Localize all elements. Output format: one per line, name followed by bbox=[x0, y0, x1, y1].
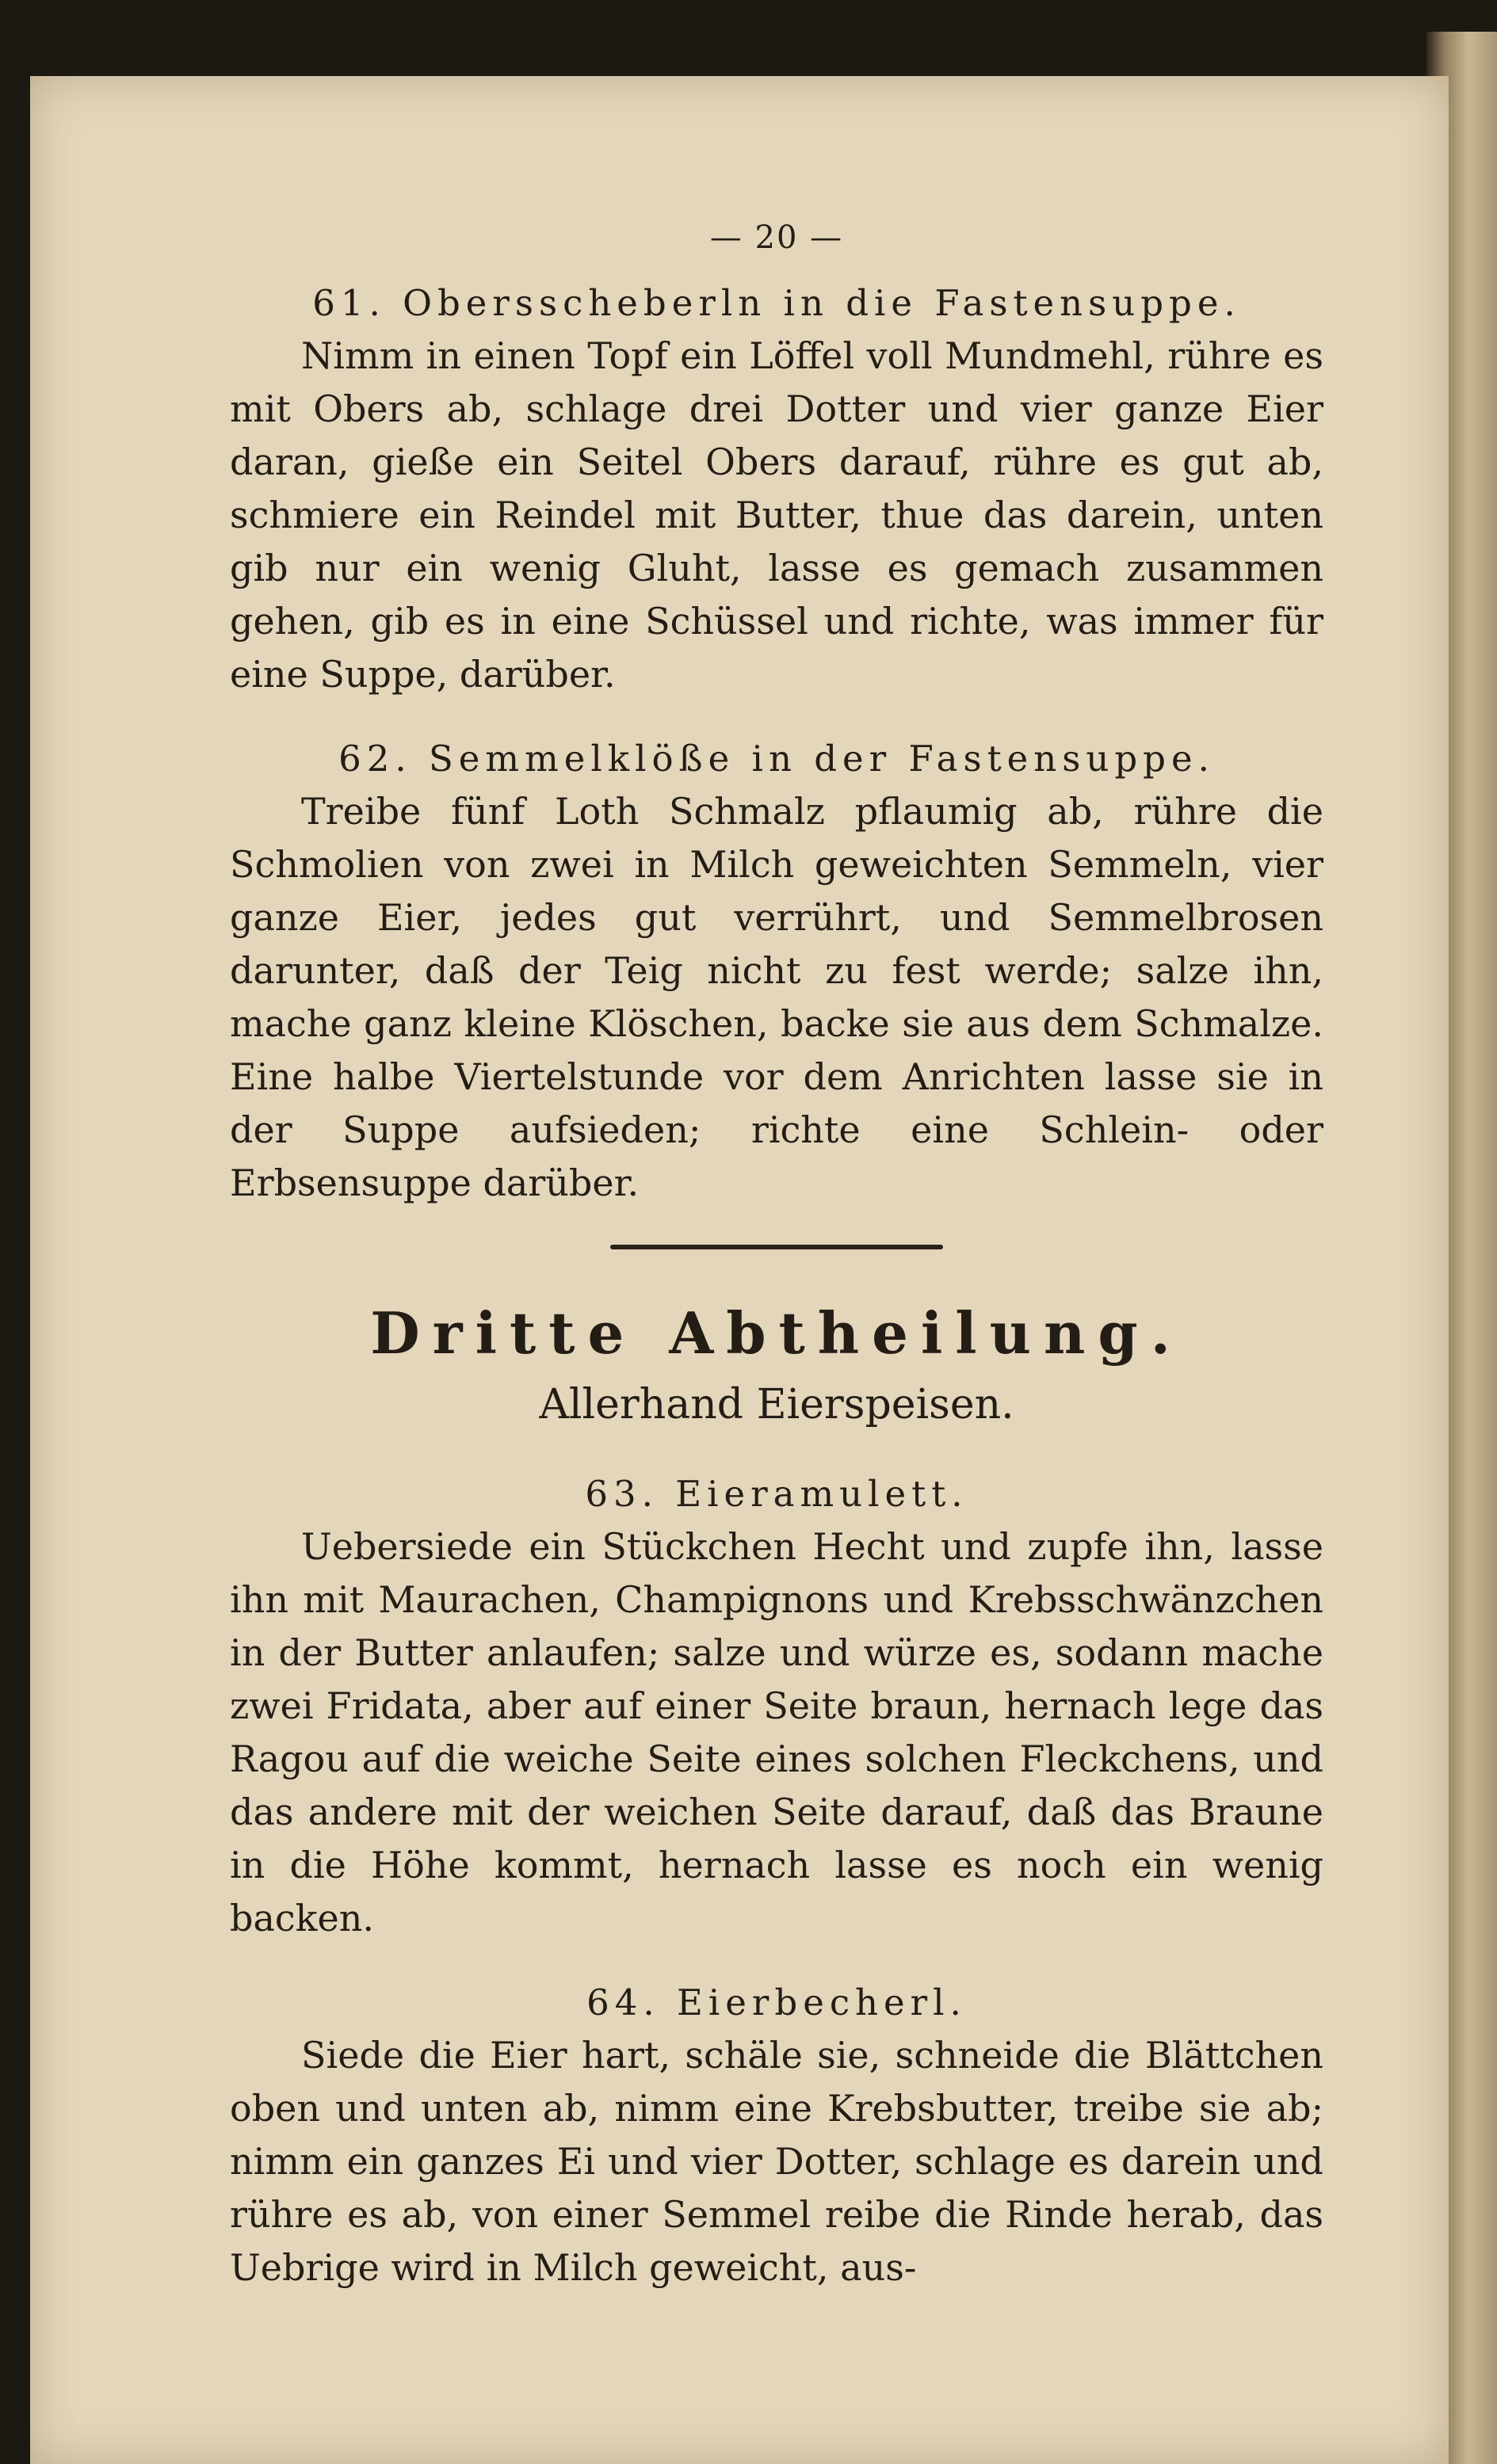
recipe-title: 62. Semmelklöße in der Fastensuppe. bbox=[338, 738, 1215, 780]
recipe-63 bbox=[230, 1468, 1323, 1945]
section-subtitle: Allerhand Eierspeisen. bbox=[539, 1381, 1014, 1428]
section-divider bbox=[610, 1245, 943, 1249]
recipe-text: Treibe fünf Loth Schmalz pflaumig ab, rühre die Schmolien von zwei in Milch geweichten Semmeln, vier ganze Eier, jedes gut verrührt, und Semmelbrosen darunter, daß der Teig nicht zu fest werde; salze ihn, mache ganz kleine Klöschen, backe sie aus dem Schmalze. Eine halbe Viertelstunde vor dem Anrichten lasse sie in der Suppe aufsieden; richte eine Schlein- oder Erbsensuppe darüber. bbox=[230, 790, 1323, 1204]
page-content bbox=[230, 214, 1323, 2326]
recipe-title: 63. Eieramulett. bbox=[585, 1473, 968, 1515]
recipe-text: Siede die Eier hart, schäle sie, schneide die Blättchen oben und unten ab, nimm eine Krebsbutter, treibe sie ab; nimm ein ganzes Ei und vier Dotter, schlage es darein und rühre es ab, von einer Semmel reibe die Rinde herab, das Uebrige wird in Milch geweicht, aus- bbox=[230, 2034, 1323, 2289]
page-number: — 20 — bbox=[709, 219, 844, 256]
recipe-64 bbox=[230, 1977, 1323, 2294]
recipe-title: 64. Eierbecherl. bbox=[586, 1981, 967, 2023]
recipe-text: Uebersiede ein Stückchen Hecht und zupfe ihn, lasse ihn mit Maurachen, Champignons und Krebsschwänzchen in der Butter anlaufen; salze und würze es, sodann mache zwei Fridata, aber auf einer Seite braun, hernach lege das Ragou auf die weiche Seite eines solchen Fleckchens, und das andere mit der weichen Seite darauf, daß das Braune in die Höhe kommt, hernach lasse es noch ein wenig backen. bbox=[230, 1525, 1323, 1940]
recipe-text: Nimm in einen Topf ein Löffel voll Mundmehl, rühre es mit Obers ab, schlage drei Dotter und vier ganze Eier daran, gieße ein Seitel Obers darauf, rühre es gut ab, schmiere ein Reindel mit Butter, thue das darein, unten gib nur ein wenig Gluht, lasse es gemach zusammen gehen, gib es in eine Schüssel und richte, was immer für eine Suppe, darüber. bbox=[230, 334, 1323, 696]
recipe-62 bbox=[230, 733, 1323, 1210]
recipe-title: 61. Obersscheberln in die Fastensuppe. bbox=[312, 282, 1241, 324]
recipe-61 bbox=[230, 277, 1323, 701]
section-title: Dritte Abtheilung. bbox=[370, 1299, 1183, 1367]
